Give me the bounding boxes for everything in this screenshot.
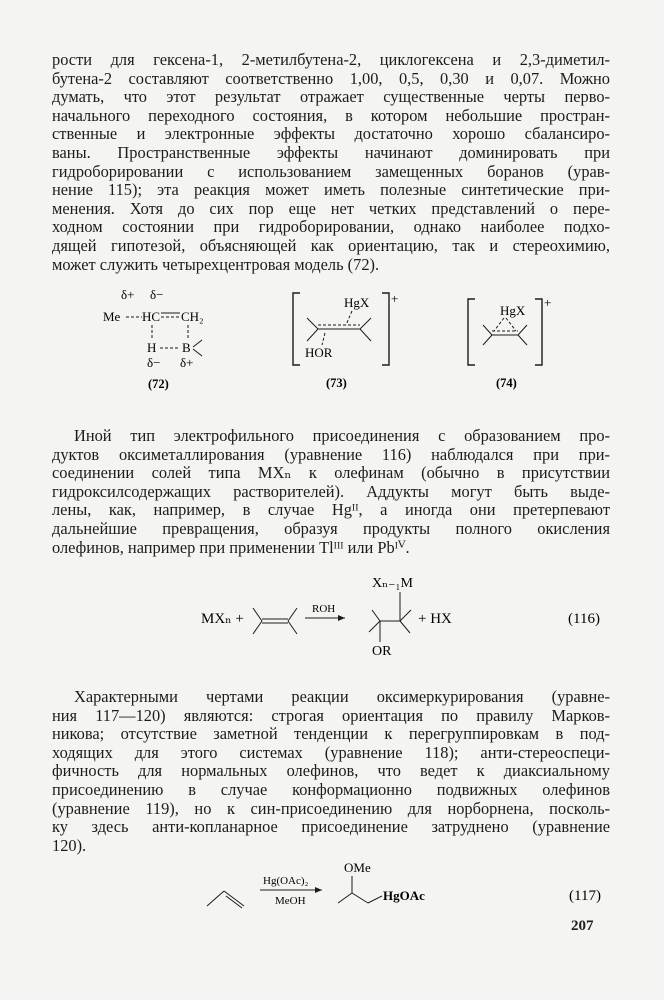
text-line: бутена-2 составляют соответственно 1,00, 0,5, 0,30 и 0,07. Можно [52, 68, 610, 88]
text-line: ния 117—120) являются: строгая ориентация по правилу Марков- [52, 705, 610, 725]
reagent-label: ROH [312, 603, 336, 615]
ch2-label: CH₂ [181, 309, 204, 324]
structure-74 [468, 295, 551, 390]
product-structure [369, 592, 411, 642]
structure-label: (74) [496, 376, 517, 390]
b-label: B [182, 340, 191, 355]
text-line: дальнейшие превращения, образуя продукты полного окисления [52, 518, 610, 538]
text-line: Характерными чертами реакции оксимеркурирования (уравне- [74, 687, 610, 706]
text-line: никова; отсутствие заметной тенденции к перегруппировкам в под- [52, 724, 610, 744]
text-line: фичность для нормальных олефинов, что ведет к диаксиальному [52, 761, 610, 781]
delta-plus-label: δ+ [180, 355, 194, 370]
me-label: Me [103, 309, 121, 324]
product-bottom-label: OR [372, 644, 392, 659]
equation-number: (116) [568, 611, 600, 627]
reactant-label: MXₙ + [201, 611, 244, 627]
text-line: ваны. Пространственные эффекты начинают доминировать при [52, 142, 610, 162]
hc-label: HC [142, 309, 161, 324]
equation-117 [0, 858, 664, 918]
delta-minus-label: δ− [147, 355, 161, 370]
text-line: нение 115); эта реакция может иметь полезные синтетические при- [52, 180, 610, 200]
charge-label: + [391, 291, 399, 306]
text-line: дуктов оксиметаллирования (уравнение 116) наблюдался при при- [52, 444, 610, 464]
text-line: ходном состоянии при гидроборировании, однако наиболее подхо- [52, 217, 610, 237]
product-structure [338, 876, 382, 903]
text-line: соединении солей типа MXₙ к олефинам (обычно в присутствии [52, 463, 610, 483]
product-top-label: Xₙ₋₁M [372, 576, 413, 591]
text-line: олефинов, например при применении Tlᴵᴵᴵ или Pbᴵⱽ. [52, 537, 410, 557]
text-line: дящей гипотезой, объясняющей как ориентацию, так и стереохимию, [52, 235, 610, 255]
structure-label: (72) [148, 377, 169, 391]
text-line: 120). [52, 835, 87, 855]
text-line: рости для гексена-1, 2-метилбутена-2, циклогексена и 2,3-диметил- [52, 50, 610, 69]
alkene-structure [253, 608, 297, 634]
paragraph-3 [52, 688, 610, 855]
text-line: может служить четырехцентровая модель (72). [52, 254, 380, 274]
product-ome-label: OMe [344, 860, 371, 875]
byproduct-label: + HX [418, 611, 452, 627]
paragraph-1 [52, 51, 610, 274]
propene-structure [207, 891, 244, 908]
hor-label: HOR [305, 345, 333, 360]
equation-116 [0, 570, 664, 670]
structure-72 [103, 287, 204, 391]
text-line: менения. Хотя до сих пор еще нет четких представлений о пере- [52, 198, 610, 218]
structures-figure [0, 285, 664, 395]
text-line: Иной тип электрофильного присоединения с образованием про- [74, 426, 610, 445]
text-line: начального переходного состояния, в котором небольшие простран- [52, 105, 610, 125]
equation-number: (117) [569, 888, 601, 904]
structure-label: (73) [326, 376, 347, 390]
text-line: ственные и электронные эффекты достаточно хорошо сбалансиро- [52, 124, 610, 144]
text-line: ходящих для этого системах (уравнение 118); анти-стереоспеци- [52, 742, 610, 762]
text-line: (уравнение 119), но к син-присоединению для норборнена, посколь- [52, 798, 610, 818]
delta-plus-label: δ+ [121, 287, 135, 302]
text-line: ку здесь анти-копланарное присоединение затруднено (уравнение [52, 817, 610, 837]
reagent-top-label: Hg(OAc)₂ [263, 875, 309, 887]
charge-label: + [544, 295, 552, 310]
text-line: гидроборировании с использованием замещенных боранов (урав- [52, 161, 610, 181]
text-line: присоединению в случае конформационно подвижных олефинов [52, 779, 610, 799]
text-line: думать, что этот результат отражает существенные черты перво- [52, 87, 610, 107]
paragraph-2 [52, 427, 610, 557]
text-line: гидроксилсодержащих растворителей). Аддукты могут быть выде- [52, 481, 610, 501]
h-label: H [147, 340, 157, 355]
hgx-label: HgX [500, 303, 526, 318]
text-line: лены, как, например, в случае Hgᴵᴵ, а иногда они претерпевают [52, 500, 610, 520]
structure-73 [293, 291, 398, 390]
reagent-bottom-label: MeOH [275, 895, 306, 907]
product-hgoac-label: HgOAc [383, 888, 425, 903]
page-number: 207 [571, 918, 594, 934]
delta-minus-label: δ− [150, 287, 164, 302]
hgx-label: HgX [344, 295, 370, 310]
